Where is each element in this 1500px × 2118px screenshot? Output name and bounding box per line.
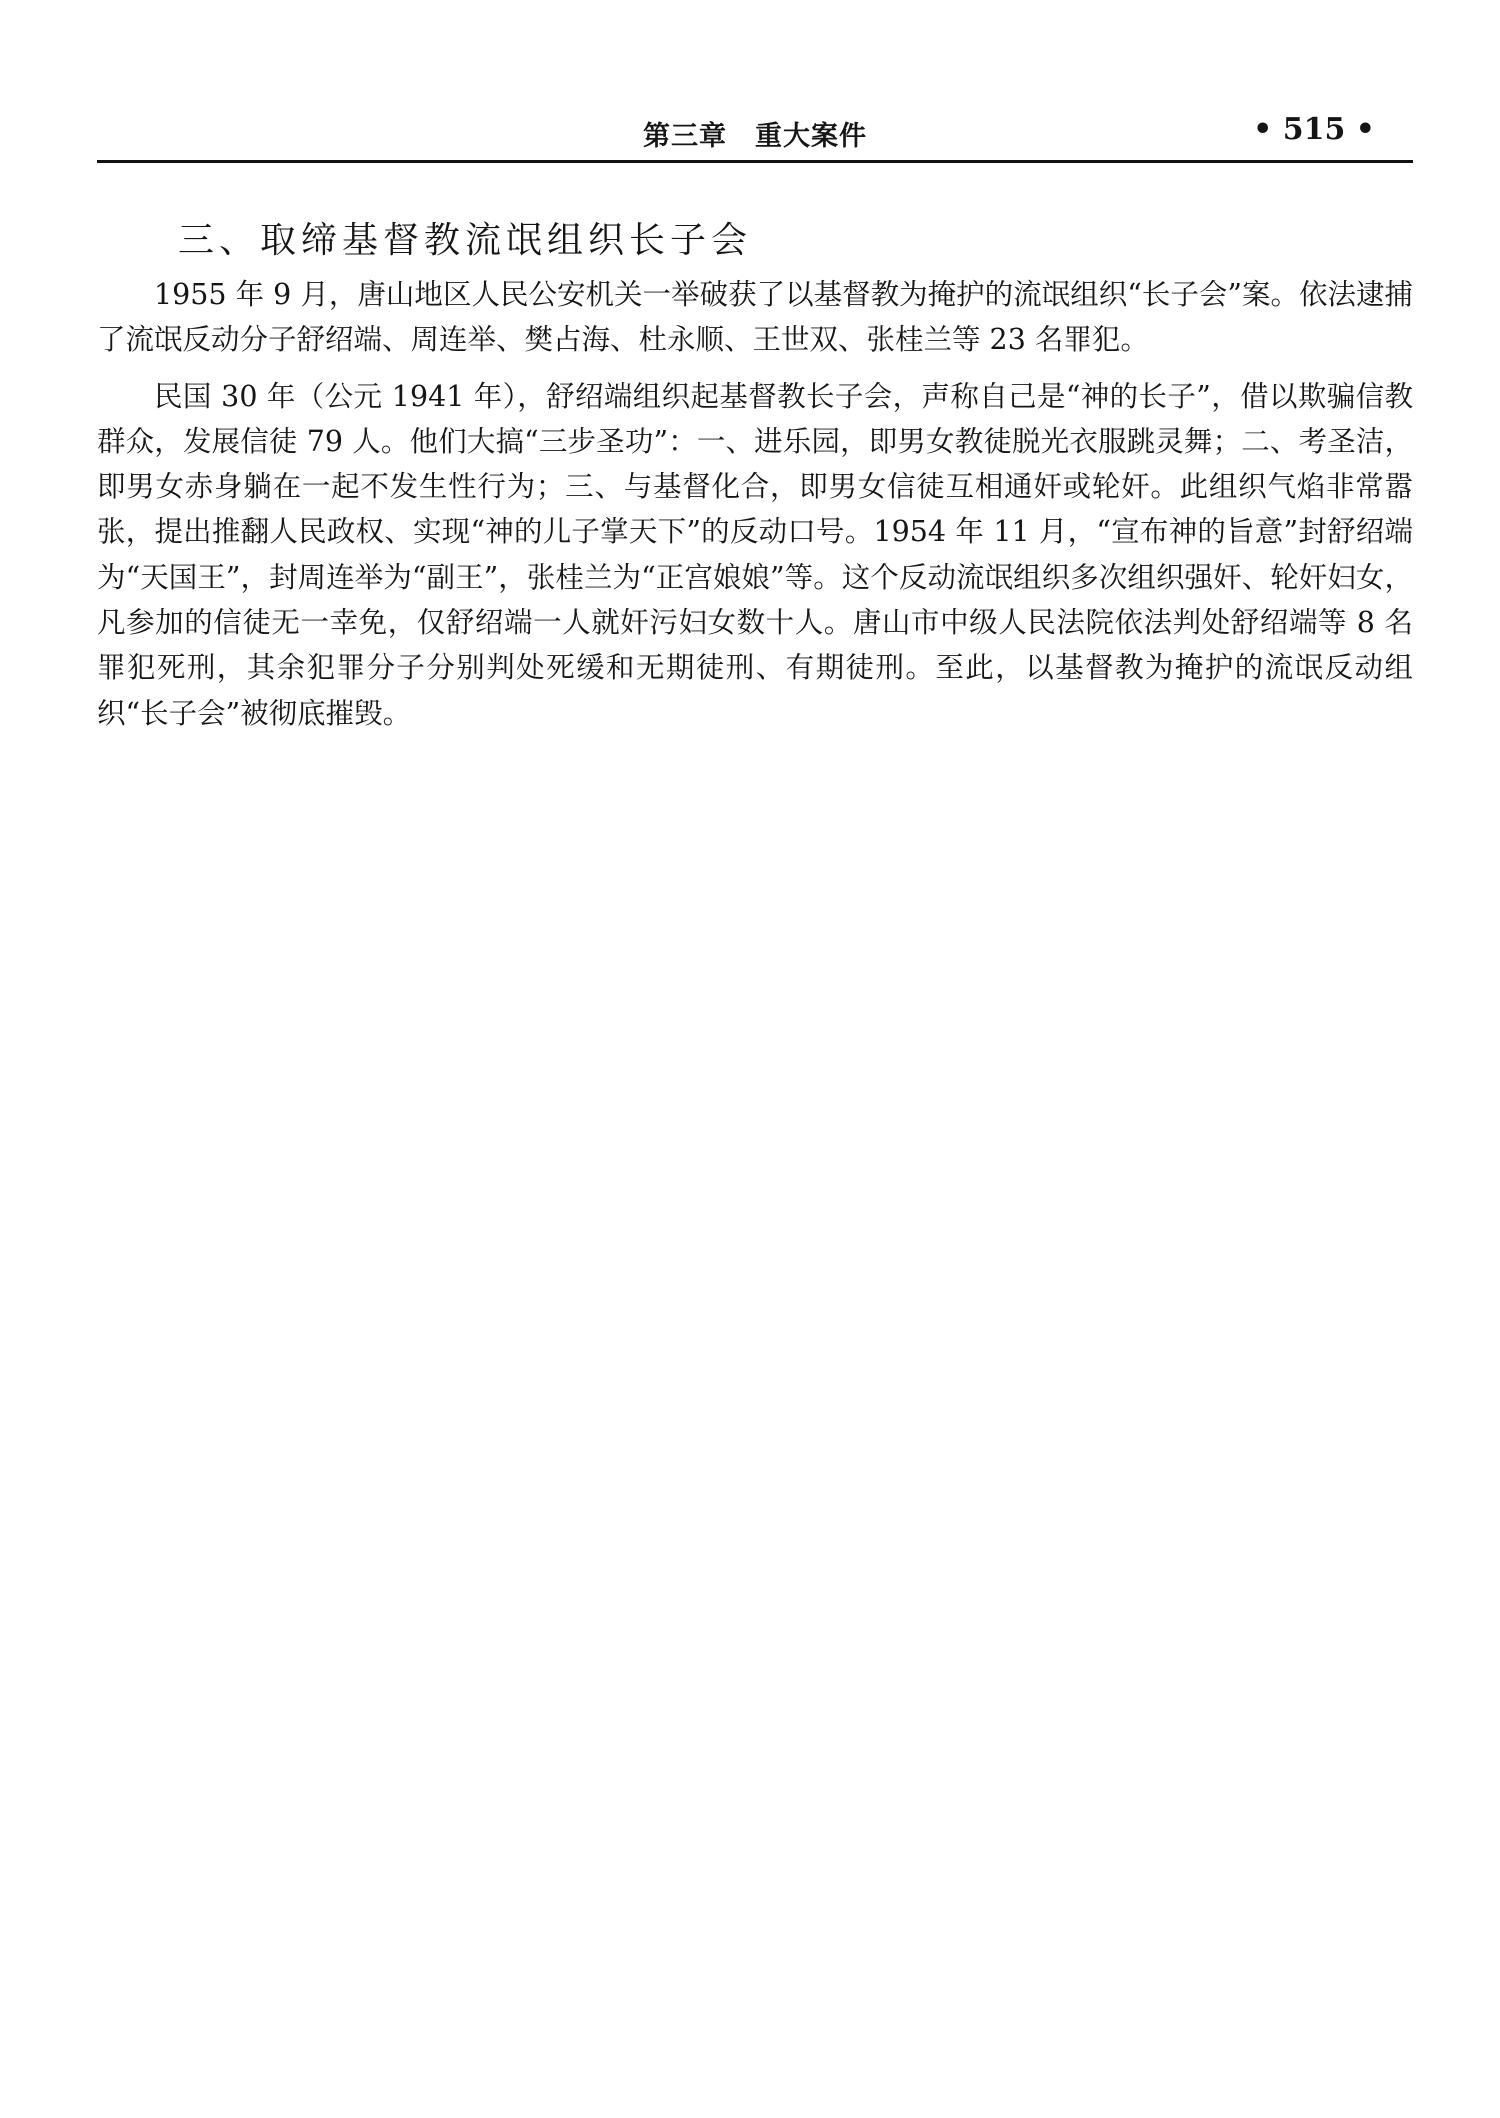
page-number: • 515 • bbox=[1253, 112, 1375, 147]
section-heading: 三、取缔基督教流氓组织长子会 bbox=[178, 220, 753, 261]
paragraph: 民国 30 年（公元 1941 年），舒绍端组织起基督教长子会，声称自己是“神的长子”，借以欺骗信教群众，发展信徒 79 人。他们大搞“三步圣功”：一、进乐园，即男女教徒脱光衣服跳灵舞；二、考圣洁，即男女赤身躺在一起不发生性行为；三、与基督化合，即男女信徒互相通奸或轮奸。此组织气焰非常嚣张，提出推翻人民政权、实现“神的儿子掌天下”的反动口号。1954 年 11 月，“宣布神的旨意”封舒绍端为“天国王”，封周连举为“副王”，张桂兰为“正宫娘娘”等。这个反动流氓组织多次组织强奸、轮奸妇女，凡参加的信徒无一幸免，仅舒绍端一人就奸污妇女数十人。唐山市中级人民法院依法判处舒绍端等 8 名罪犯死刑，其余犯罪分子分别判处死缓和无期徒刑、有期徒刑。至此，以基督教为掩护的流氓反动组织“长子会”被彻底摧毁。 bbox=[97, 379, 1413, 730]
body-text bbox=[97, 272, 1413, 747]
header-rule bbox=[97, 160, 1413, 163]
chapter-title: 第三章 重大案件 bbox=[643, 121, 867, 152]
running-header bbox=[97, 106, 1413, 158]
paragraph: 1955 年 9 月，唐山地区人民公安机关一举破获了以基督教为掩护的流氓组织“长子会”案。依法逮捕了流氓反动分子舒绍端、周连举、樊占海、杜永顺、王世双、张桂兰等 23 名罪犯。 bbox=[97, 278, 1413, 357]
